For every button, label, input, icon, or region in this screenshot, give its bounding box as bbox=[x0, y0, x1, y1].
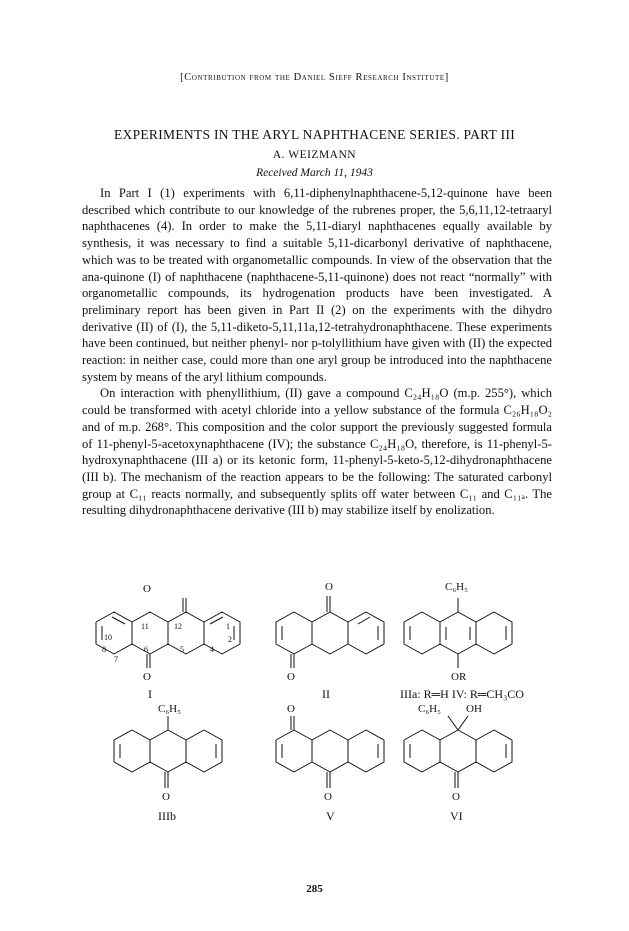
label-I: I bbox=[148, 687, 152, 701]
position-10: 10 bbox=[104, 633, 112, 642]
structure-IIIa bbox=[404, 598, 512, 668]
phenyl-label-IIIa: C₆H₅ bbox=[445, 581, 468, 593]
structure-V bbox=[276, 716, 384, 788]
oxygen-label-IIIb: O bbox=[162, 791, 170, 803]
oxygen-label-I-bottom: O bbox=[143, 671, 151, 683]
position-7: 7 bbox=[114, 655, 118, 664]
paragraph-2: On interaction with phenyllithium, (II) gave a compound C₂₄H₁₈O (m.p. 255°), which could be transformed with acetyl chloride into a yellow substance of the formula C₂₆H₁₈O₂ and of m.p. 268°. This composition and the color support the previously suggested formula of 11-phenyl-5-acetoxynaphthacene (IV); the substance C₂₄H₁₈O, therefore, is 11-phenyl-5-hydroxynaphthacene (III a) or its ketonic form, 11-phenyl-5-keto-5,12-dihydronaphthacene (III b). The mechanism of the reaction appears to be the following: The saturated carbonyl group at C₁₁ reacts normally, and subsequently splits off water between C₁₁ and C₁₁ₐ. The resulting dihydronaphthacene derivative (III b) may stabilize itself by enolization. bbox=[82, 386, 552, 518]
label-IIIa-IV: IIIa: R═H IV: R═CH₃CO bbox=[400, 687, 524, 701]
contribution-header: [Contribution from the Daniel Sieff Research Institute] bbox=[180, 72, 449, 83]
label-IIIb: IIIb bbox=[158, 809, 176, 823]
oxygen-label-V-bottom: O bbox=[324, 791, 332, 803]
structures-svg bbox=[82, 572, 552, 882]
oxygen-label-I-top: O bbox=[143, 583, 151, 595]
structure-IIIb bbox=[114, 716, 222, 788]
phenyl-label-VI: C₆H₅ bbox=[418, 703, 441, 715]
oxygen-label-II-bottom: O bbox=[287, 671, 295, 683]
oxygen-label-VI: O bbox=[452, 791, 460, 803]
oxygen-label-II-top: O bbox=[325, 581, 333, 593]
position-5: 5 bbox=[180, 645, 184, 654]
position-11: 11 bbox=[141, 622, 149, 631]
structure-II bbox=[276, 596, 384, 668]
structure-VI bbox=[404, 716, 512, 788]
label-VI: VI bbox=[450, 809, 463, 823]
chemical-structures-figure bbox=[82, 572, 552, 882]
article-title: EXPERIMENTS IN THE ARYL NAPHTHACENE SERIES. PART III bbox=[113, 127, 516, 142]
article-body bbox=[82, 185, 552, 519]
page-number: 285 bbox=[306, 883, 323, 895]
author-name: A. WEIZMANN bbox=[272, 149, 357, 161]
position-1: 1 bbox=[226, 622, 230, 631]
label-II: II bbox=[322, 687, 330, 701]
position-6: 6 bbox=[144, 645, 148, 654]
position-8: 8 bbox=[102, 645, 106, 654]
position-12: 12 bbox=[174, 622, 182, 631]
position-4: 4 bbox=[210, 645, 214, 654]
oh-label-VI: OH bbox=[466, 703, 482, 715]
or-label-IIIa: OR bbox=[451, 671, 467, 683]
paragraph-1: In Part I (1) experiments with 6,11-diphenylnaphthacene-5,12-quinone have been described which contribute to our knowledge of the rubrenes proper, the 5,6,11,12-tetraaryl naphthacenes (4). In order to make the 5,11-diaryl naphthacenes equally available by synthesis, it was necessary to find a suitable 5,11-dicarbonyl derivative of naphthacene, which was to be treated with organometallic compounds. In view of the observation that the ana-quinone (I) of naphthacene (naphthacene-5,11-quinone) does not react “normally” with organometallic compounds, its hydrogenation products have been investigated. A preliminary report has been given in Part II (2) on the experiments with the dihydro derivative (II) of (I), the 5,11-diketo-5,11,11a,12-tetrahydronaphthacene. These experiments have been continued, but neither phenyl- nor p-tolyllithium have given with (II) the expected reaction: in neither case, could more than one aryl group be introduced into the naphthacene system by means of the aryl lithium compounds. bbox=[82, 186, 552, 384]
phenyl-label-IIIb: C₆H₅ bbox=[158, 703, 181, 715]
oxygen-label-V-top: O bbox=[287, 703, 295, 715]
position-2: 2 bbox=[228, 635, 232, 644]
label-V: V bbox=[326, 809, 335, 823]
received-date: Received March 11, 1943 bbox=[256, 167, 373, 179]
